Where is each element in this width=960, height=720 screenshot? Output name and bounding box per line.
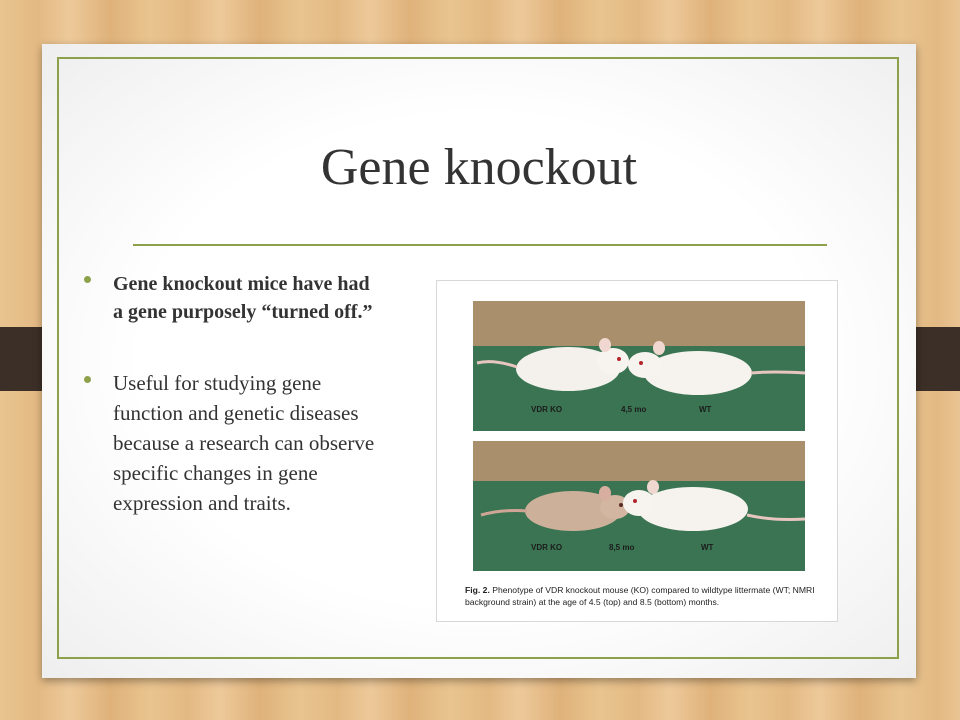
vdr-ko-label-bottom: VDR KO xyxy=(531,543,563,552)
bullet-text: Gene knockout mice have had a gene purposely “turned off.” xyxy=(113,273,373,323)
slide xyxy=(42,44,916,678)
mice-photo-8-5-months xyxy=(473,441,805,571)
bullet-item xyxy=(82,270,382,326)
age-label-bottom: 8,5 mo xyxy=(609,543,635,552)
mouse-figure xyxy=(436,280,838,622)
bullet-icon xyxy=(84,276,91,283)
title-divider xyxy=(133,244,827,246)
wt-label-top: WT xyxy=(699,405,712,414)
bullet-text: Useful for studying gene function and genetic diseases because a research can observe specific changes in gene expression and traits. xyxy=(113,371,375,515)
age-label-top: 4,5 mo xyxy=(621,405,647,414)
slide-title: Gene knockout xyxy=(320,139,638,196)
caption-text: Phenotype of VDR knockout mouse (KO) compared to wildtype littermate (WT; NMRI background strain) at the age of 4.5 (top) and 8.5 (bottom) months. xyxy=(465,585,815,607)
bullet-icon xyxy=(84,376,91,383)
photo-bottom-panel xyxy=(473,441,805,571)
wt-label-bottom: WT xyxy=(701,543,714,552)
bullet-item xyxy=(82,368,382,518)
caption-label: Fig. 2. xyxy=(465,585,490,595)
bullet-list xyxy=(82,270,382,518)
vdr-ko-label-top: VDR KO xyxy=(531,405,563,414)
figure-caption xyxy=(465,584,825,608)
photo-top-panel xyxy=(473,301,805,431)
